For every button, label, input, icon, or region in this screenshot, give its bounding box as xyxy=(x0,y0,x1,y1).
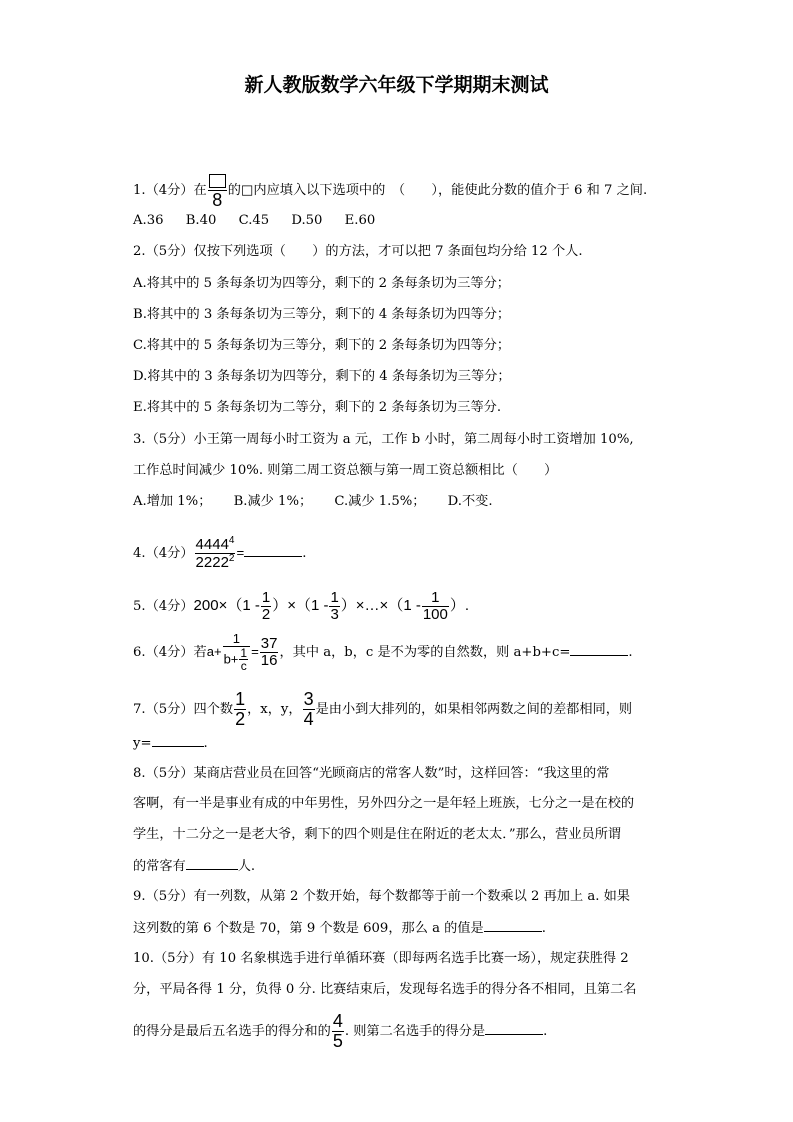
q7-f1-den: 2 xyxy=(235,708,246,729)
question-2: 2.（5分）仅按下列选项（ ）的方法，才可以把 7 条面包均分给 12 个人. xyxy=(133,244,583,259)
q5-end: ）. xyxy=(449,596,470,614)
q7-f2-den: 4 xyxy=(303,708,314,729)
q5-f3-den: 100 xyxy=(422,605,448,623)
q1-fraction-den: 8 xyxy=(212,189,223,210)
q1-option-a: A.36 xyxy=(133,213,164,228)
question-9-line-2 xyxy=(133,919,546,938)
q7-prefix: 7.（5分）四个数 xyxy=(133,701,234,717)
q6-one-2: 1 xyxy=(240,645,248,660)
q6-rhs-num: 37 xyxy=(260,635,278,653)
q7-fraction-1 xyxy=(234,690,246,729)
q5-f1-num: 1 xyxy=(261,589,271,606)
question-8-line-3: 学生，十二分之一是老大爷，剩下的四个则是住在附近的老太太．”那么，营业员所谓 xyxy=(133,827,622,842)
q5-mid-1: ）×（1 - xyxy=(272,596,329,614)
q2-option-c: C.将其中的 5 条每条切为三等分，剩下的 2 条每条切为四等分； xyxy=(133,338,511,353)
q9-line2: 这列数的第 6 个数是 70，第 9 个数是 609，那么 a 的值是 xyxy=(133,921,484,936)
q3-option-c: C.减少 1.5%； xyxy=(334,494,426,509)
q1-option-d: D.50 xyxy=(291,213,323,228)
question-10-line-2: 分，平局各得 1 分，负得 0 分. 比赛结束后，发现每名选手的得分各不相同，且第二名 xyxy=(133,982,637,997)
q1-option-e: E.60 xyxy=(344,213,376,228)
q5-f3-num: 1 xyxy=(422,590,449,607)
q5-f2-den: 3 xyxy=(330,605,339,623)
q2-option-e: E.将其中的 5 条每条切为二等分，剩下的 2 条每条切为三等分. xyxy=(133,400,502,415)
q5-fraction-2 xyxy=(329,590,339,623)
q6-innermost-fraction xyxy=(239,647,248,673)
answer-blank xyxy=(484,919,542,932)
q7-end: . xyxy=(203,736,208,751)
question-3-line-2: 工作总时间减少 10%. 则第二周工资总额与第一周工资总额相比（ ） xyxy=(133,463,558,478)
q6-c: c xyxy=(240,659,247,674)
q5-prefix: 5.（4分） xyxy=(133,598,194,614)
answer-blank xyxy=(186,857,238,870)
q1-option-c: C.45 xyxy=(238,213,270,228)
q7-f2-num: 3 xyxy=(303,689,314,709)
question-8-line-1: 8.（5分）某商店营业员在回答“光顾商店的常客人数”时，这样回答：“我这里的常 xyxy=(133,766,610,781)
q3-options xyxy=(133,493,493,511)
q9-end: . xyxy=(541,921,546,936)
q6-end: . xyxy=(628,644,633,660)
q1-suffix: 的□内应填入以下选项中的 （ ），能使此分数的值介于 6 和 7 之间. xyxy=(227,182,648,198)
question-7-line-2 xyxy=(133,734,208,753)
q7-f1-num: 1 xyxy=(235,689,246,709)
question-7 xyxy=(133,690,632,729)
q3-option-b: B.减少 1%； xyxy=(233,494,313,509)
q4-denominator: 2222 xyxy=(195,553,229,571)
question-1 xyxy=(133,171,647,210)
q10-frac-den: 5 xyxy=(332,1030,343,1051)
q1-prefix: 1.（4分）在 xyxy=(133,182,207,198)
q6-prefix: 6.（4分）若 xyxy=(133,644,207,660)
q7-mid: ，x，y， xyxy=(247,701,302,717)
q2-option-a: A.将其中的 5 条每条切为四等分，剩下的 2 条每条切为三等分； xyxy=(133,276,510,291)
q2-option-d: D.将其中的 3 条每条切为四等分，剩下的 4 条每条切为三等分； xyxy=(133,369,511,384)
q6-rhs-fraction xyxy=(260,636,279,669)
q5-fraction-3 xyxy=(422,590,449,623)
blank-box xyxy=(209,174,226,188)
q6-inner-fraction xyxy=(223,632,251,673)
q6-rhs-den: 16 xyxy=(260,651,278,669)
page-title: 新人教版数学六年级下学期期末测试 xyxy=(244,74,549,96)
question-9-line-1: 9.（5分）有一列数，从第 2 个数开始，每个数都等于前一个数乘以 2 再加上 a. 如果 xyxy=(133,889,630,904)
q10-line3: 的得分是最后五名选手的得分和的 xyxy=(133,1023,331,1039)
q2-option-b: B.将其中的 3 条每条切为三等分，剩下的 4 条每条切为四等分； xyxy=(133,307,511,322)
question-8-line-4 xyxy=(133,857,255,876)
question-4 xyxy=(133,536,306,571)
q10-fraction xyxy=(332,1012,344,1051)
q4-fraction xyxy=(195,536,236,571)
q8-line4: 的常客有 xyxy=(133,859,186,874)
q5-f1-den: 2 xyxy=(261,605,271,623)
q4-end: . xyxy=(302,545,307,561)
q6-b: b+ xyxy=(223,651,239,667)
q7-line2: y= xyxy=(133,736,152,751)
q7-suffix: 是由小到大排列的，如果相邻两数之间的差都相同，则 xyxy=(315,701,633,717)
q8-end: 人. xyxy=(237,859,256,874)
q1-fraction xyxy=(208,171,227,210)
q10-frac-num: 4 xyxy=(332,1011,343,1031)
question-8-line-2: 客啊，有一半是事业有成的中年男性，另外四分之一是年轻上班族，七分之一是在校的 xyxy=(133,796,635,811)
question-10-line-3 xyxy=(133,1012,547,1051)
answer-blank xyxy=(485,1022,543,1035)
q4-prefix: 4.（4分） xyxy=(133,545,194,561)
q3-option-d: D.不变. xyxy=(447,494,493,509)
answer-blank xyxy=(244,544,302,557)
q4-equals: = xyxy=(236,544,245,560)
question-6 xyxy=(133,632,633,673)
q6-one: 1 xyxy=(223,632,251,647)
question-5 xyxy=(133,590,469,623)
q5-mid-2: ）×…×（1 - xyxy=(340,596,421,614)
q10-end: . xyxy=(543,1023,548,1039)
q5-fraction-1 xyxy=(261,590,271,623)
q5-f2-num: 1 xyxy=(330,589,339,606)
q4-numerator-exponent: 4 xyxy=(228,535,235,546)
q1-option-b: B.40 xyxy=(185,213,217,228)
answer-blank xyxy=(570,643,628,656)
q3-option-a: A.增加 1%； xyxy=(133,494,212,509)
q5-lead: 200×（1 - xyxy=(193,596,260,614)
q6-continued-fraction xyxy=(207,632,251,673)
q1-options xyxy=(133,212,375,230)
q6-suffix: ，其中 a，b，c 是不为零的自然数，则 a+b+c= xyxy=(279,644,571,660)
q6-equals: = xyxy=(251,643,259,659)
q7-fraction-2 xyxy=(303,690,315,729)
q4-numerator: 4444 xyxy=(195,536,229,553)
question-10-line-1: 10.（5分）有 10 名象棋选手进行单循环赛（即每两名选手比赛一场），规定获胜得 2 xyxy=(133,951,629,966)
question-3-line-1: 3.（5分）小王第一周每小时工资为 a 元，工作 b 小时，第二周每小时工资增加 10%, xyxy=(133,432,634,447)
answer-blank xyxy=(152,734,204,747)
q4-denominator-exponent: 2 xyxy=(228,552,235,564)
q6-a: a+ xyxy=(206,643,222,659)
q10-suffix: . 则第二名选手的得分是 xyxy=(344,1023,486,1039)
